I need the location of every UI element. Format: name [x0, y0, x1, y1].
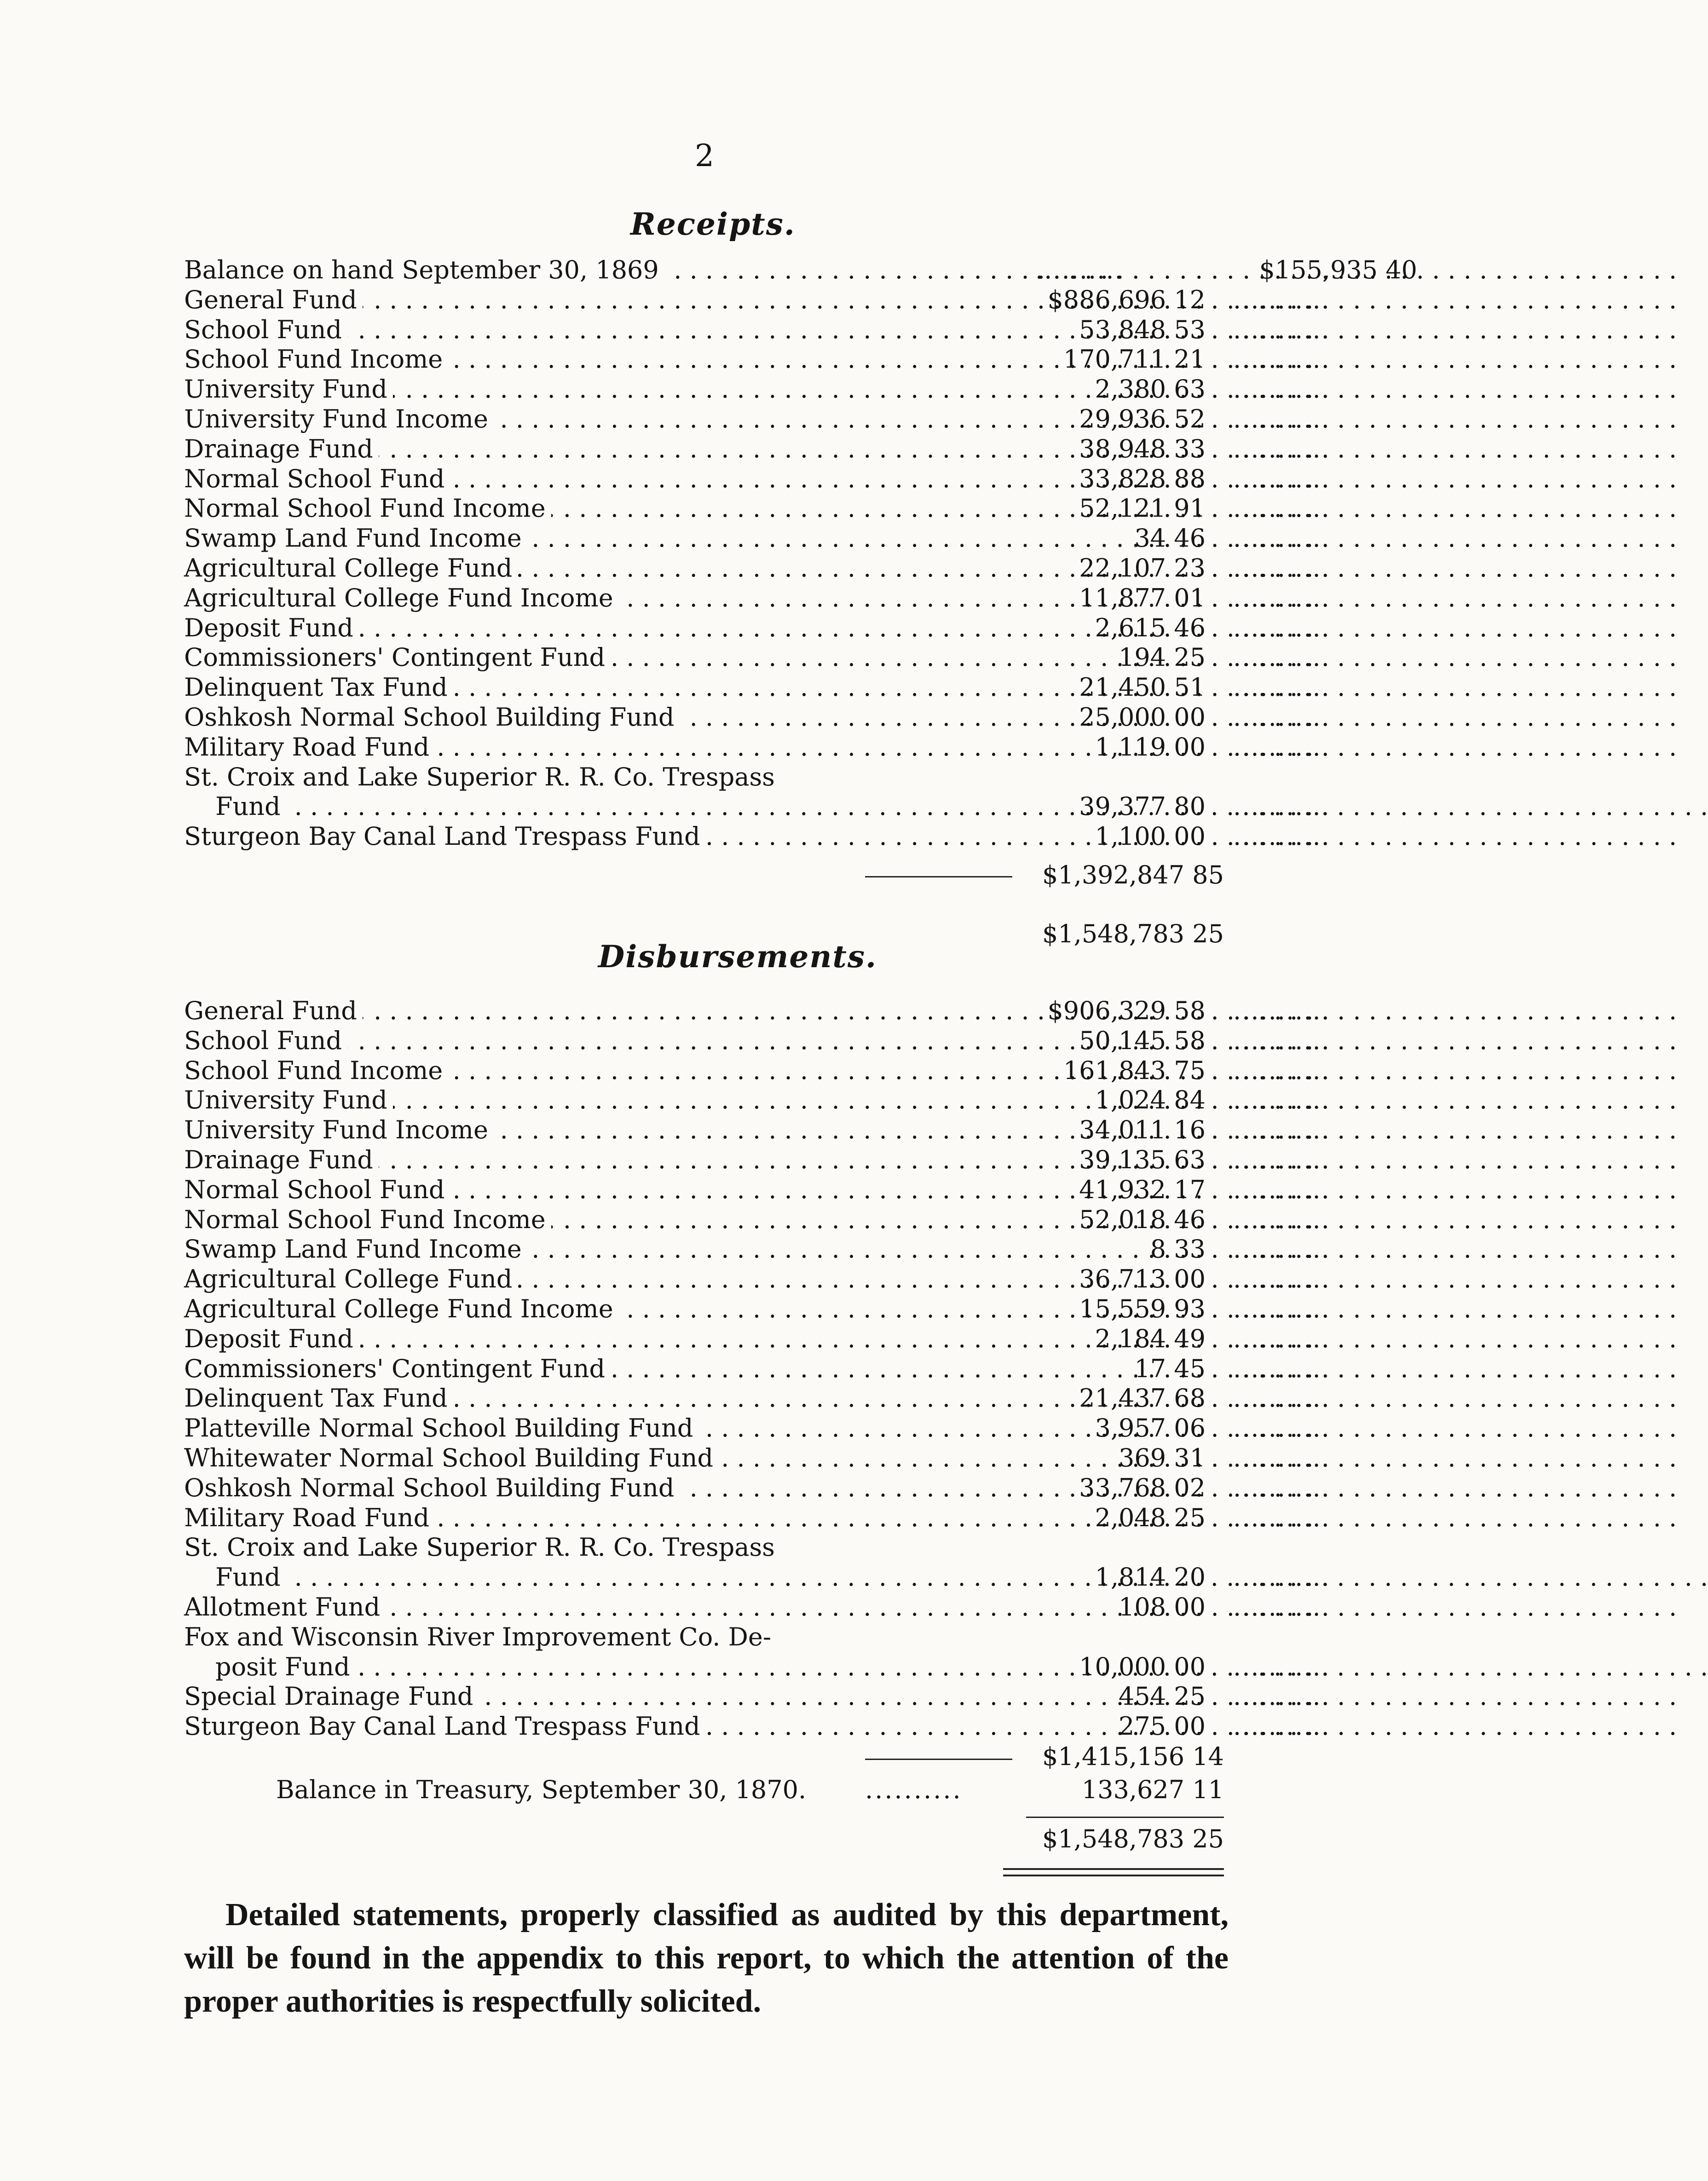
row-total: ........... [1233, 1503, 1330, 1532]
row-label: Oshkosh Normal School Building Fund [184, 703, 680, 732]
row-label: Balance on hand September 30, 1869 [184, 255, 664, 284]
receipts-heading: Receipts. [630, 206, 796, 242]
row-label: Drainage Fund [184, 1145, 379, 1174]
row-label: School Fund [184, 1026, 347, 1055]
row-amount: 39,377 80 [1079, 792, 1206, 821]
row-total: ........... [1233, 613, 1330, 642]
row-label: Agricultural College Fund Income [184, 583, 619, 612]
row-amount: 10,000 00 [1079, 1652, 1206, 1681]
row-label: Commissioners' Contingent Fund [184, 643, 611, 672]
row-amount: 194 25 [1119, 643, 1206, 672]
row-label: Oshkosh Normal School Building Fund [184, 1473, 680, 1502]
row-label: School Fund [184, 315, 347, 344]
row-label: St. Croix and Lake Superior R. R. Co. Trespass [184, 762, 780, 791]
subtotal-rule [865, 876, 1012, 877]
row-total: ........... [1233, 1354, 1330, 1383]
table-row [184, 1264, 1330, 1294]
row-total: ........... [1233, 1026, 1330, 1055]
row-amount: 29,936 52 [1079, 404, 1206, 433]
row-total: ........... [1233, 673, 1330, 702]
table-row [184, 1622, 1229, 1652]
table-row [184, 285, 1330, 315]
table-row [184, 1652, 1330, 1682]
row-total: ........... [1233, 464, 1330, 493]
row-total: ........... [1233, 315, 1330, 344]
row-amount: 34 46 [1134, 524, 1206, 553]
row-amount: 454 25 [1119, 1682, 1206, 1711]
row-total: ........... [1233, 345, 1330, 374]
row-label: Agricultural College Fund [184, 554, 518, 583]
row-amount: 34,011 16 [1079, 1115, 1206, 1145]
row-label: Agricultural College Fund Income [184, 1294, 619, 1323]
table-row [184, 613, 1330, 643]
disbursements-total: $1,548,783 25 [1042, 1824, 1224, 1853]
row-total: ........... [1233, 1205, 1330, 1234]
row-total: ........... [1233, 1264, 1330, 1294]
row-amount: 21,450 51 [1079, 673, 1206, 702]
table-row [184, 1533, 1229, 1563]
receipts-total: $1,548,783 25 [1042, 919, 1224, 948]
row-amount: $906,329 58 [1047, 996, 1206, 1025]
row-label: Deposit Fund [184, 1324, 359, 1353]
row-amount: 50,145 58 [1079, 1026, 1206, 1055]
row-amount: 25,000 00 [1079, 702, 1206, 732]
row-total: ........... [1233, 1712, 1330, 1741]
receipts-subtotal: $1,392,847 85 [1042, 860, 1224, 889]
row-label: Delinquent Tax Fund [184, 1384, 453, 1413]
row-label: Normal School Fund [184, 464, 450, 493]
table-row [184, 1056, 1330, 1086]
table-row [184, 1085, 1330, 1115]
table-row [184, 792, 1330, 822]
row-amount: 369 31 [1119, 1443, 1206, 1472]
row-label: Swamp Land Fund Income [184, 1235, 527, 1264]
row-amount: 38,948 33 [1079, 434, 1206, 463]
row-amount: 275 00 [1119, 1712, 1206, 1741]
row-label: Fund [215, 1563, 286, 1592]
row-amount: 1,024 84 [1095, 1085, 1206, 1115]
table-row [184, 255, 1417, 285]
row-label: Deposit Fund [184, 613, 359, 642]
row-total: ........... [1233, 1175, 1330, 1204]
row-label: University Fund Income [184, 1115, 494, 1144]
row-label: Swamp Land Fund Income [184, 524, 527, 553]
row-label: Normal School Fund [184, 1175, 450, 1204]
row-amount: 33,828 88 [1079, 464, 1206, 493]
row-amount: 15,559 93 [1079, 1294, 1206, 1323]
table-row [184, 1324, 1330, 1354]
row-label: Military Road Fund [184, 1503, 435, 1532]
row-total: ........... [1233, 702, 1330, 732]
row-label: Platteville Normal School Building Fund [184, 1414, 698, 1442]
receipts-table [184, 255, 1417, 852]
disbursements-table [184, 996, 1330, 1742]
row-label: Fox and Wisconsin River Improvement Co. De- [184, 1622, 777, 1651]
table-row [184, 345, 1330, 375]
row-amount: 41,932 17 [1079, 1175, 1206, 1204]
balance-label: Balance in Treasury, September 30, 1870. [276, 1775, 807, 1804]
row-total: ........... [1233, 1592, 1330, 1621]
disbursements-heading: Disbursements. [598, 939, 877, 975]
row-label: Sturgeon Bay Canal Land Trespass Fund [184, 822, 706, 851]
row-label: Commissioners' Contingent Fund [184, 1354, 611, 1383]
row-total: ........... [1233, 1682, 1330, 1711]
row-total: ........... [1233, 434, 1330, 463]
row-label: Sturgeon Bay Canal Land Trespass Fund [184, 1712, 706, 1741]
row-total: ........... [1233, 792, 1330, 821]
row-total: ........... [1233, 1414, 1330, 1443]
row-label: University Fund Income [184, 404, 494, 433]
row-amount: 1,814 20 [1095, 1563, 1206, 1592]
table-row [184, 1563, 1330, 1592]
balance-dots: .......... [865, 1775, 963, 1804]
table-row [184, 583, 1330, 613]
row-label: Drainage Fund [184, 434, 379, 463]
row-amount: 1,100 00 [1095, 822, 1206, 851]
row-total: ........... [1233, 404, 1330, 433]
table-row [184, 1145, 1330, 1175]
row-amount: 39,135 63 [1079, 1145, 1206, 1174]
row-amount: 108 00 [1119, 1592, 1206, 1621]
row-amount: 21,437 68 [1079, 1384, 1206, 1413]
row-total: ........... [1233, 822, 1330, 851]
table-row [184, 1592, 1330, 1622]
row-label: Allotment Fund [184, 1592, 386, 1621]
table-row [184, 1443, 1330, 1473]
row-label: General Fund [184, 285, 363, 314]
row-total: ........... [1233, 375, 1330, 404]
table-row [184, 643, 1330, 673]
table-row [184, 404, 1330, 434]
table-row [184, 1503, 1330, 1533]
row-amount: 11,877 01 [1079, 583, 1206, 612]
row-label: School Fund Income [184, 345, 448, 374]
row-total: ........... [1233, 1652, 1330, 1681]
table-row [184, 1682, 1330, 1712]
row-amount: 8 33 [1150, 1235, 1206, 1264]
row-total: ........... [1233, 1235, 1330, 1264]
row-label: Delinquent Tax Fund [184, 673, 453, 702]
table-row [184, 434, 1330, 464]
row-total: ........... [1233, 996, 1330, 1025]
row-amount: 52,121 91 [1079, 494, 1206, 523]
row-total: ........... [1233, 1384, 1330, 1413]
row-amount: 36,713 00 [1079, 1264, 1206, 1294]
row-label: St. Croix and Lake Superior R. R. Co. Trespass [184, 1533, 780, 1562]
row-amount: 2,048 25 [1095, 1503, 1206, 1532]
row-label: University Fund [184, 1085, 393, 1114]
row-total: ........... [1233, 583, 1330, 612]
table-row [184, 1026, 1330, 1056]
table-row [184, 1294, 1330, 1324]
row-label: Agricultural College Fund [184, 1264, 518, 1293]
row-amount: .......... [1035, 255, 1124, 284]
table-row [184, 464, 1330, 494]
row-label: University Fund [184, 375, 393, 404]
table-row [184, 375, 1330, 404]
row-label: School Fund Income [184, 1056, 448, 1085]
row-label: General Fund [184, 996, 363, 1025]
row-amount: 52,018 46 [1079, 1205, 1206, 1234]
row-total: ........... [1233, 1324, 1330, 1353]
table-row [184, 1384, 1330, 1414]
table-row [184, 1175, 1330, 1205]
row-total: ........... [1233, 1563, 1330, 1592]
row-total: ........... [1233, 1115, 1330, 1145]
table-row [184, 673, 1330, 703]
row-label: posit Fund [215, 1652, 356, 1681]
table-row [184, 524, 1330, 554]
table-row [184, 1115, 1330, 1145]
row-label: Special Drainage Fund [184, 1682, 479, 1711]
row-total: ........... [1233, 1145, 1330, 1174]
subtotal-rule [865, 1759, 1012, 1760]
row-amount: 2,184 49 [1095, 1324, 1206, 1353]
row-label: Normal School Fund Income [184, 1205, 551, 1234]
row-total: ........... [1233, 285, 1330, 314]
row-amount: $886,696 12 [1047, 285, 1206, 314]
table-row [184, 553, 1330, 583]
row-amount: 53,848 53 [1079, 315, 1206, 344]
row-amount: 2,615 46 [1095, 613, 1206, 642]
disbursements-subtotal: $1,415,156 14 [1042, 1742, 1224, 1771]
row-total: ........... [1233, 1473, 1330, 1502]
row-amount: 1,119 00 [1095, 732, 1206, 762]
closing-note: Detailed statements, properly classified as audited by this department, will be found in the appendix to this report, to which the attention of the proper authorities is respectfully solicited. [184, 1897, 1229, 2019]
table-row [184, 1205, 1330, 1235]
row-total: ........... [1233, 732, 1330, 762]
table-row [184, 1354, 1330, 1384]
row-amount: 161,843 75 [1063, 1056, 1206, 1085]
row-amount: 22,107 23 [1079, 553, 1206, 583]
page-number: 2 [695, 138, 714, 173]
table-row [184, 1712, 1330, 1742]
table-row [184, 732, 1330, 762]
row-label: Normal School Fund Income [184, 494, 551, 523]
row-amount: 170,711 21 [1063, 345, 1206, 374]
row-label: Fund [215, 792, 286, 821]
balance-value: 133,627 11 [1081, 1775, 1224, 1804]
row-amount: 3,957 06 [1095, 1414, 1206, 1443]
row-total: ........... [1233, 1056, 1330, 1085]
table-row [184, 996, 1330, 1026]
double-rule [1003, 1868, 1224, 1876]
table-row [184, 1414, 1330, 1443]
row-total: ........... [1233, 1085, 1330, 1115]
row-total: ........... [1233, 1294, 1330, 1323]
table-row [184, 702, 1330, 733]
row-total: ........... [1233, 524, 1330, 553]
row-amount: 2,380 63 [1095, 375, 1206, 404]
row-total: $155,935 40 [1259, 255, 1417, 284]
row-total: ........... [1233, 1443, 1330, 1472]
table-row [184, 1473, 1330, 1503]
row-label: Whitewater Normal School Building Fund [184, 1443, 719, 1472]
row-label: Military Road Fund [184, 733, 435, 762]
row-total: ........... [1233, 494, 1330, 523]
table-row [184, 494, 1330, 524]
total-rule [1026, 1817, 1224, 1818]
row-total: ........... [1233, 643, 1330, 672]
row-amount: 33,768 02 [1079, 1473, 1206, 1502]
row-total: ........... [1233, 553, 1330, 583]
table-row [184, 1235, 1330, 1264]
table-row [184, 315, 1330, 345]
row-amount: 17 45 [1134, 1354, 1206, 1383]
table-row [184, 762, 1229, 792]
table-row [184, 822, 1330, 852]
